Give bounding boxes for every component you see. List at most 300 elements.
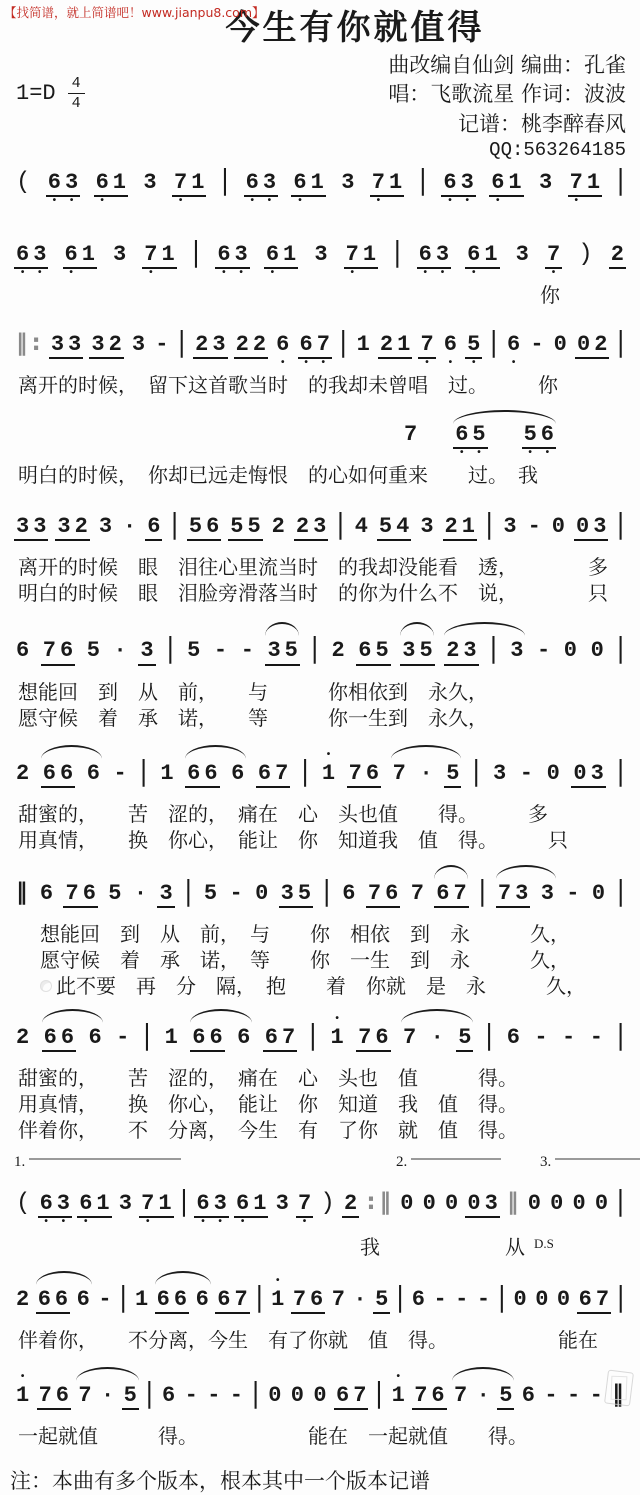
volta-number: 3. [540,1153,552,1170]
lyric-row-chorus-a2-lyric-3: 此不要 再 分 隔， 抱 着 你就 是 永 久， [8,973,632,999]
note-char: - [240,638,254,664]
note-char: 2 [235,332,249,358]
note-char: 0 [576,332,591,358]
note-char: 3 • [434,243,451,266]
note-group [501,515,518,538]
note-char: 7 [392,760,406,786]
note-char: - [116,1024,130,1050]
note-char: 3 [113,242,127,268]
ds-repeat-label: D.S [534,1235,554,1251]
note-group [227,882,244,905]
note-char: 6 [506,1024,520,1050]
note-char: - [213,638,228,664]
slur-arc [36,1271,92,1285]
note-char: - [184,1383,198,1409]
note-char: 1 [164,1024,178,1050]
note-group [351,1288,368,1311]
note-char: | [616,753,625,787]
note-group [85,639,102,662]
note-char: · [353,1286,367,1312]
note-char: 2 [252,332,267,358]
lyric-row-chorus-a1-lyric-2: 愿守候 着 承 诺， 等 你一生到 永久， [18,705,488,730]
note-char: ( [16,169,31,196]
note-char: 3 [57,514,71,540]
note-char: | [170,507,179,541]
note-char: 7 [403,422,418,448]
note-char: : [31,330,41,357]
note-group [526,515,543,538]
note-group [518,762,535,785]
note-char: 6 • [14,243,31,266]
note-char: 7 [595,1286,610,1312]
phrase-paren [318,1191,336,1216]
lyric-row-coda-1-lyric: 伴着你， 不分离，今生 有了你就 值 得。 能在 [18,1328,598,1353]
note-group [132,882,149,905]
note-char: 1 [362,242,377,268]
slur-arc [400,622,434,636]
note-char: 6 • [291,171,308,194]
note-char: 3 [484,1190,498,1216]
note-char: 1 [191,170,205,195]
note-group [106,882,123,905]
music-line-intro-2 [8,224,632,282]
note-group [328,1026,345,1049]
note-char: 5 [499,1383,513,1409]
note-char: 6 [342,880,356,906]
note-char: 0 [551,514,565,540]
note-group [190,1026,224,1052]
note-group [533,1288,550,1311]
note-group [522,423,556,449]
note-char: · [133,880,148,906]
note-char: 6 [88,1024,102,1050]
note-char: ) [578,241,593,269]
note-char: 1 [356,332,370,358]
note-group [329,639,346,662]
note-group [520,1384,537,1407]
note-char: 7 • [344,243,361,266]
note-group [402,423,419,446]
note-char: 7 • [315,333,332,356]
note-char: 3 [402,638,416,664]
note-char: | [393,235,402,268]
note-char: ‖ [507,1188,519,1215]
score-body [0,152,640,1449]
note-group [185,762,219,788]
note-group [421,1192,438,1215]
note-char: | [395,1280,405,1313]
note-group [535,639,552,662]
note-char: | [177,325,186,358]
note-group [588,1026,605,1049]
note-group [497,1384,514,1410]
slur-arc [401,1009,473,1023]
note-char: 6 [521,1383,535,1409]
note-char: 6 [54,1286,69,1312]
barline [483,507,495,541]
note-char: 1 [389,170,403,195]
note-group [183,1384,200,1407]
note-group [577,1288,611,1314]
repeat-sign [364,1190,393,1214]
note-char: 2 [444,514,458,540]
note-group [14,515,48,541]
note-group [377,515,411,541]
note-char: | [310,631,319,665]
note-group [75,1288,92,1311]
note-group [163,1026,180,1049]
note-char: 2 [446,638,460,664]
note-char: 3 [267,638,281,664]
note-group [145,515,162,541]
note-char: 4 [396,514,410,540]
note-group [112,762,129,785]
slur-arc [452,1367,514,1381]
note-group [76,1384,93,1407]
note-group [291,1288,325,1314]
note-char: | [336,507,345,541]
note-group [228,1384,245,1407]
note-char: 6 • [234,1192,251,1215]
barline [614,165,626,194]
volta-bracket-line [29,1158,181,1160]
note-char: 5 [230,514,244,540]
note-char: | [339,325,348,358]
note-char: 3 [140,638,154,664]
barline [614,507,626,541]
note-group [89,333,123,359]
note-char: - [534,1024,548,1050]
barline [476,873,488,907]
note-group [157,882,174,908]
note-group [55,515,89,541]
note-char: 1 [253,1190,267,1216]
note-char: 6 [195,1286,209,1312]
note-group [417,243,451,269]
note-group [491,762,508,785]
note-group [528,333,545,356]
note-char: • 1 [269,1288,286,1311]
note-char: 6 [231,760,245,786]
note-char: 1 [508,170,522,195]
note-char: · [123,514,137,540]
music-line-intro-1 [8,152,632,210]
note-group [465,333,482,359]
note-char: 7 • [296,1192,313,1215]
note-group [266,1384,283,1407]
note-group [434,882,468,908]
note-char: 3 [341,170,355,195]
note-group [400,639,434,665]
note-char: - [207,1383,221,1409]
note-group [99,1384,116,1407]
note-char: | [497,1280,507,1313]
note-group [122,1384,139,1410]
lyric-row-verse-b-lyric-1: 离开的时候 眼 泪往心里流当时 的我却没能看 透， 多 [18,555,608,580]
note-group [391,762,408,785]
note-group [342,1192,359,1218]
lyric-row-chorus-b2-lyric-2: 用真情， 换 你心， 能让 你 知道 我 值 得。 [18,1091,518,1116]
note-char: 1 [160,760,174,786]
barline [219,165,231,194]
note-group [253,882,270,905]
note-char: 3 [515,242,529,268]
note-char: 5 [446,760,460,786]
barline [614,1017,626,1051]
note-char: 7 [42,638,56,664]
barline [141,1017,153,1051]
note-char: 6 [156,1286,170,1312]
barline [394,1282,406,1311]
note-char: 7 [65,880,79,906]
note-group [347,762,381,788]
barline [614,631,626,665]
note-char: 3 [50,332,65,358]
song-title: 今生有你就值得 [225,8,485,48]
note-char: 6 • [274,333,291,356]
note-char: 2 [295,514,310,540]
barline [143,1378,155,1407]
note-char: 6 • [539,423,556,446]
note-group [452,1384,469,1407]
note-group [330,1288,347,1311]
note-group [571,762,605,788]
lyric-row-chorus-b1-lyric-1: 甜蜜的， 苦 涩的， 痛在 心 头也值 得。 多 [18,801,548,826]
note-char: 6 [59,760,74,786]
note-group [111,243,128,266]
note-char: 3 • [63,171,80,194]
note-char: 0 [422,1190,436,1216]
note-char: 5 [123,1383,137,1409]
note-char: 6 • [244,171,261,194]
note-char: 3 [91,332,105,358]
note-char: 6 • [215,243,232,266]
note-char: 7 [454,1383,468,1409]
note-group [172,171,206,197]
note-char: | [184,873,193,907]
note-char: ‖ [612,1381,624,1408]
note-char: 5 [188,514,203,540]
credit-line-singer: 唱：飞歌流星 作词：波波 [388,82,626,107]
note-char: 7 [348,760,362,786]
note-char: 2 [16,1024,30,1050]
note-group [256,762,290,788]
note-char: 3 • [31,243,48,266]
note-char: 6 [55,1383,69,1409]
note-group [532,1026,549,1049]
note-group [431,1288,448,1311]
note-group [444,639,478,665]
note-char: 7 [414,1383,428,1409]
note-char: 0 [290,1383,304,1409]
note-char: 5 • [465,333,482,356]
barline [168,507,180,541]
note-char: 6 • [77,1192,94,1215]
note-char: - [229,1383,243,1409]
note-char: 2 [16,760,30,786]
slur-arc [155,1271,211,1285]
note-group [63,243,97,269]
note-char: 1 [158,1190,172,1216]
note-char: 6 • [417,243,434,266]
note-group [269,1288,286,1311]
barline [253,1282,265,1311]
note-group [85,762,102,785]
note-char: 3 [98,514,113,540]
time-signature [68,76,85,111]
note-group [475,1288,492,1311]
note-group [418,333,435,359]
volta-bracket-line [555,1158,640,1160]
note-group [575,333,609,359]
slur-arc [391,745,461,759]
note-group [41,762,75,788]
note-char: • 1 [390,1384,407,1407]
note-group [564,882,581,905]
note-char: - [589,1024,603,1050]
note-group [353,515,370,538]
note-char: 4 [354,514,368,540]
note-group [270,515,287,538]
lyric-row-chorus-a2-lyric-1: 想能回 到 从 前， 与 你 相依 到 永 久， [40,921,570,946]
note-group [443,515,477,541]
note-group [574,515,608,541]
note-group [37,1384,71,1410]
volta-number: 2. [396,1153,408,1170]
barline [137,753,149,787]
note-group [158,762,175,785]
note-char: 0 [590,638,604,664]
slur-arc [265,622,299,636]
note-char: · [419,760,433,786]
note-char: 7 [292,1286,307,1312]
note-group [153,333,170,356]
note-char: 7 [410,880,424,906]
barline [182,873,194,907]
note-group [593,1192,610,1215]
slur-arc [76,1367,139,1381]
note-group [229,762,246,785]
barline [487,631,499,665]
repeat-sign [14,331,43,355]
note-group [356,1026,390,1052]
note-char: 5 [378,514,393,540]
slur-arc [453,410,556,424]
barline [391,235,403,268]
note-char: 6 [358,638,372,664]
note-char: 6 • [505,333,522,356]
repeat-sign [14,880,30,904]
note-char: 1 [397,332,411,358]
note-group [550,515,567,538]
note-char: 5 [203,880,218,906]
note-group [97,515,114,538]
note-char: 6 [59,638,74,664]
note-char: 5 [458,1024,472,1050]
credit-line-composer: 曲改编自仙剑 编曲：孔雀 [388,53,626,77]
note-char: 3 [515,880,529,906]
note-group [548,1192,565,1215]
barline [178,1186,190,1215]
note-char: 7 [275,760,289,786]
note-char: 5 • [470,423,487,446]
note-char: 3 [143,170,157,195]
note-group [41,639,75,665]
note-group [398,1192,415,1215]
note-group [373,1288,390,1314]
note-group [465,243,499,269]
note-char: 6 • [46,171,63,194]
note-char: - [544,1383,558,1409]
note-char: 6 [187,760,201,786]
note-char: 3 [118,1190,132,1216]
note-group [545,243,562,269]
note-char: 7 • [545,243,562,266]
note-char: · [430,1024,444,1050]
note-group [265,639,299,665]
note-char: 0 [573,760,587,786]
note-char: | [374,1376,384,1409]
note-char: 3 [280,880,294,906]
note-char: | [322,873,331,907]
note-char: · [100,1383,115,1409]
note-char: 6 [192,1024,206,1050]
barline [164,631,176,665]
note-group [94,171,128,197]
note-char: 7 [38,1383,52,1409]
note-char: 6 • [298,333,315,356]
note-char: 6 [385,880,399,906]
note-group [194,1192,228,1218]
note-char: 5 • [522,423,539,446]
note-char: 0 [591,880,606,906]
note-char: | [142,1017,152,1051]
volta-bracket-line [411,1158,501,1160]
note-char: 7 • [418,333,435,356]
note-char: - [530,332,544,358]
note-group [339,171,356,194]
note-char: 2 [271,514,285,540]
note-group [234,1192,268,1218]
note-char: 3 [503,514,517,540]
lyric-row-coda-2-lyric: 一起就值 得。 能在 一起就值 得。 [18,1424,528,1449]
note-char: 2 [331,638,345,664]
note-char: | [484,507,494,541]
note-group [289,1384,306,1407]
note-group [130,333,147,356]
note-char: 6 • [94,171,111,194]
note-group [296,1192,313,1218]
note-group [138,639,155,665]
slur-arc [434,865,468,879]
note-group [442,333,459,356]
note-char: • 1 [328,1026,345,1049]
note-char: 3 • [233,243,250,266]
note-char: ‖ [379,1188,392,1215]
lyric-row-pickup-you: 你 [540,283,560,308]
note-char: 0 [594,1190,609,1216]
note-char: 1 [81,242,95,268]
note-group [496,882,530,908]
note-char: 6 [206,514,220,540]
note-char: 6 [375,1024,389,1050]
note-group [139,1192,173,1218]
qq-contact: QQ:563264185 [489,139,626,162]
note-group [465,1192,499,1218]
note-group [539,882,556,905]
note-char: 6 • [194,1192,211,1215]
note-char: - [229,880,243,906]
